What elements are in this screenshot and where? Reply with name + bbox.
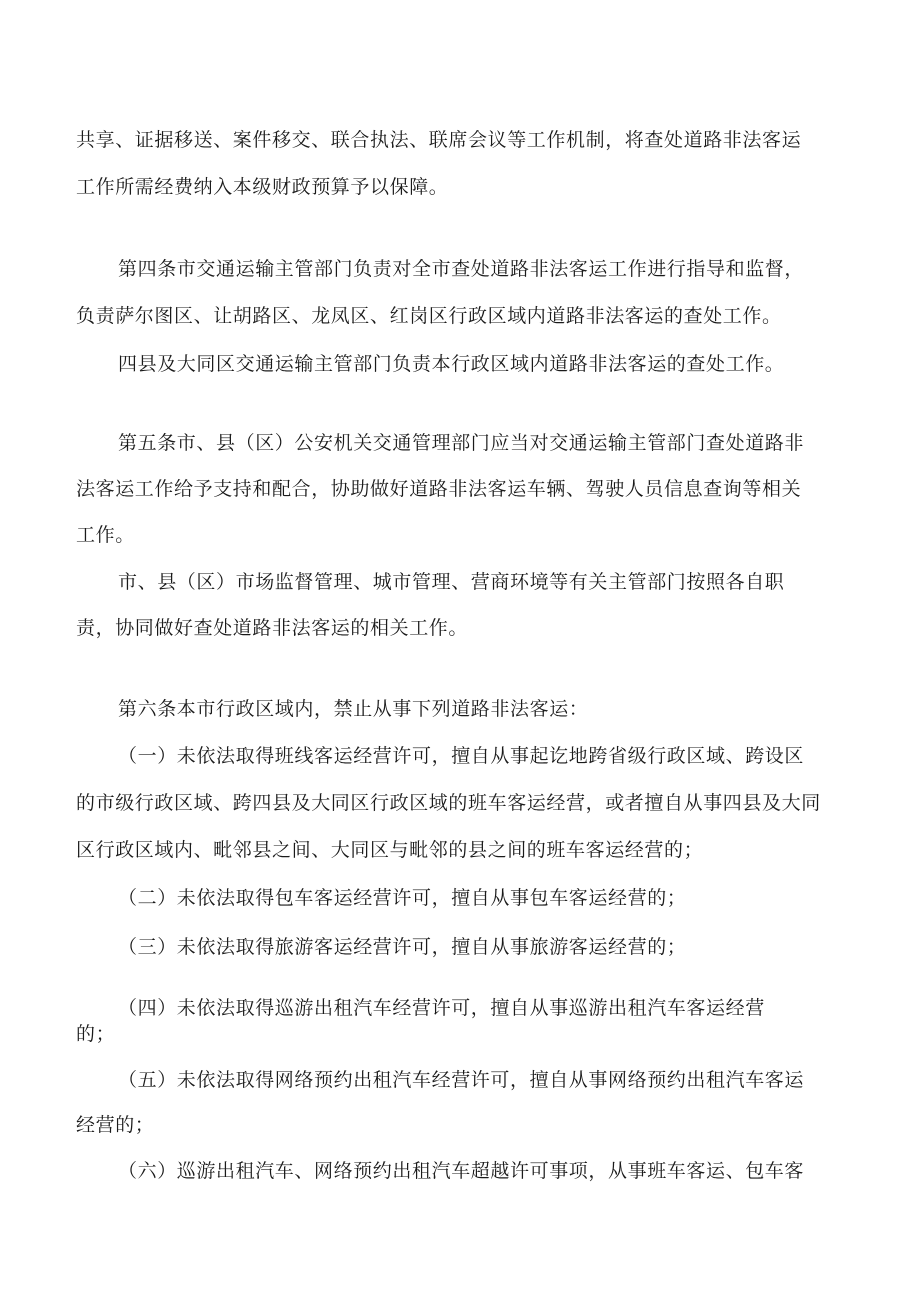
text-line: 区行政区域内、毗邻县之间、大同区与毗邻的县之间的班车客运经营的； [76,839,704,861]
text-line: 第五条市、县（区）公安机关交通管理部门应当对交通运输主管部门查处道路非 [118,432,805,454]
text-line: 工作。 [76,524,135,546]
text-line: （六）巡游出租汽车、网络预约出租汽车超越许可事项，从事班车客运、包车客 [118,1160,805,1182]
text-line: （四）未依法取得巡游出租汽车经营许可，擅自从事巡游出租汽车客运经营 [118,997,765,1019]
text-line: 第四条市交通运输主管部门负责对全市查处道路非法客运工作进行指导和监督， [118,258,805,280]
text-line: 共享、证据移送、案件移交、联合执法、联席会议等工作机制，将查处道路非法客运 [76,129,802,151]
text-line: 四县及大同区交通运输主管部门负责本行政区域内道路非法客运的查处工作。 [118,353,785,375]
text-line: 的市级行政区域、跨四县及大同区行政区域的班车客运经营，或者擅自从事四县及大同 [76,792,821,814]
text-line: 责，协同做好查处道路非法客运的相关工作。 [76,617,469,639]
text-line: 工作所需经费纳入本级财政预算予以保障。 [76,176,449,198]
text-line: （三）未依法取得旅游客运经营许可，擅自从事旅游客运经营的； [118,936,687,958]
text-line: 经营的； [76,1114,155,1136]
text-line: （五）未依法取得网络预约出租汽车经营许可，擅自从事网络预约出租汽车客运 [118,1069,805,1091]
text-line: 的； [76,1023,116,1045]
text-line: （一）未依法取得班线客运经营许可，擅自从事起讫地跨省级行政区域、跨设区 [118,745,805,767]
text-line: 法客运工作给予支持和配合，协助做好道路非法客运车辆、驾驶人员信息查询等相关 [76,478,802,500]
text-line: 市、县（区）市场监督管理、城市管理、营商环境等有关主管部门按照各自职 [118,571,785,593]
text-line: （二）未依法取得包车客运经营许可，擅自从事包车客运经营的； [118,887,687,909]
text-line: 负责萨尔图区、让胡路区、龙凤区、红岗区行政区域内道路非法客运的查处工作。 [76,305,782,327]
text-line: 第六条本市行政区域内，禁止从事下列道路非法客运： [118,698,589,720]
